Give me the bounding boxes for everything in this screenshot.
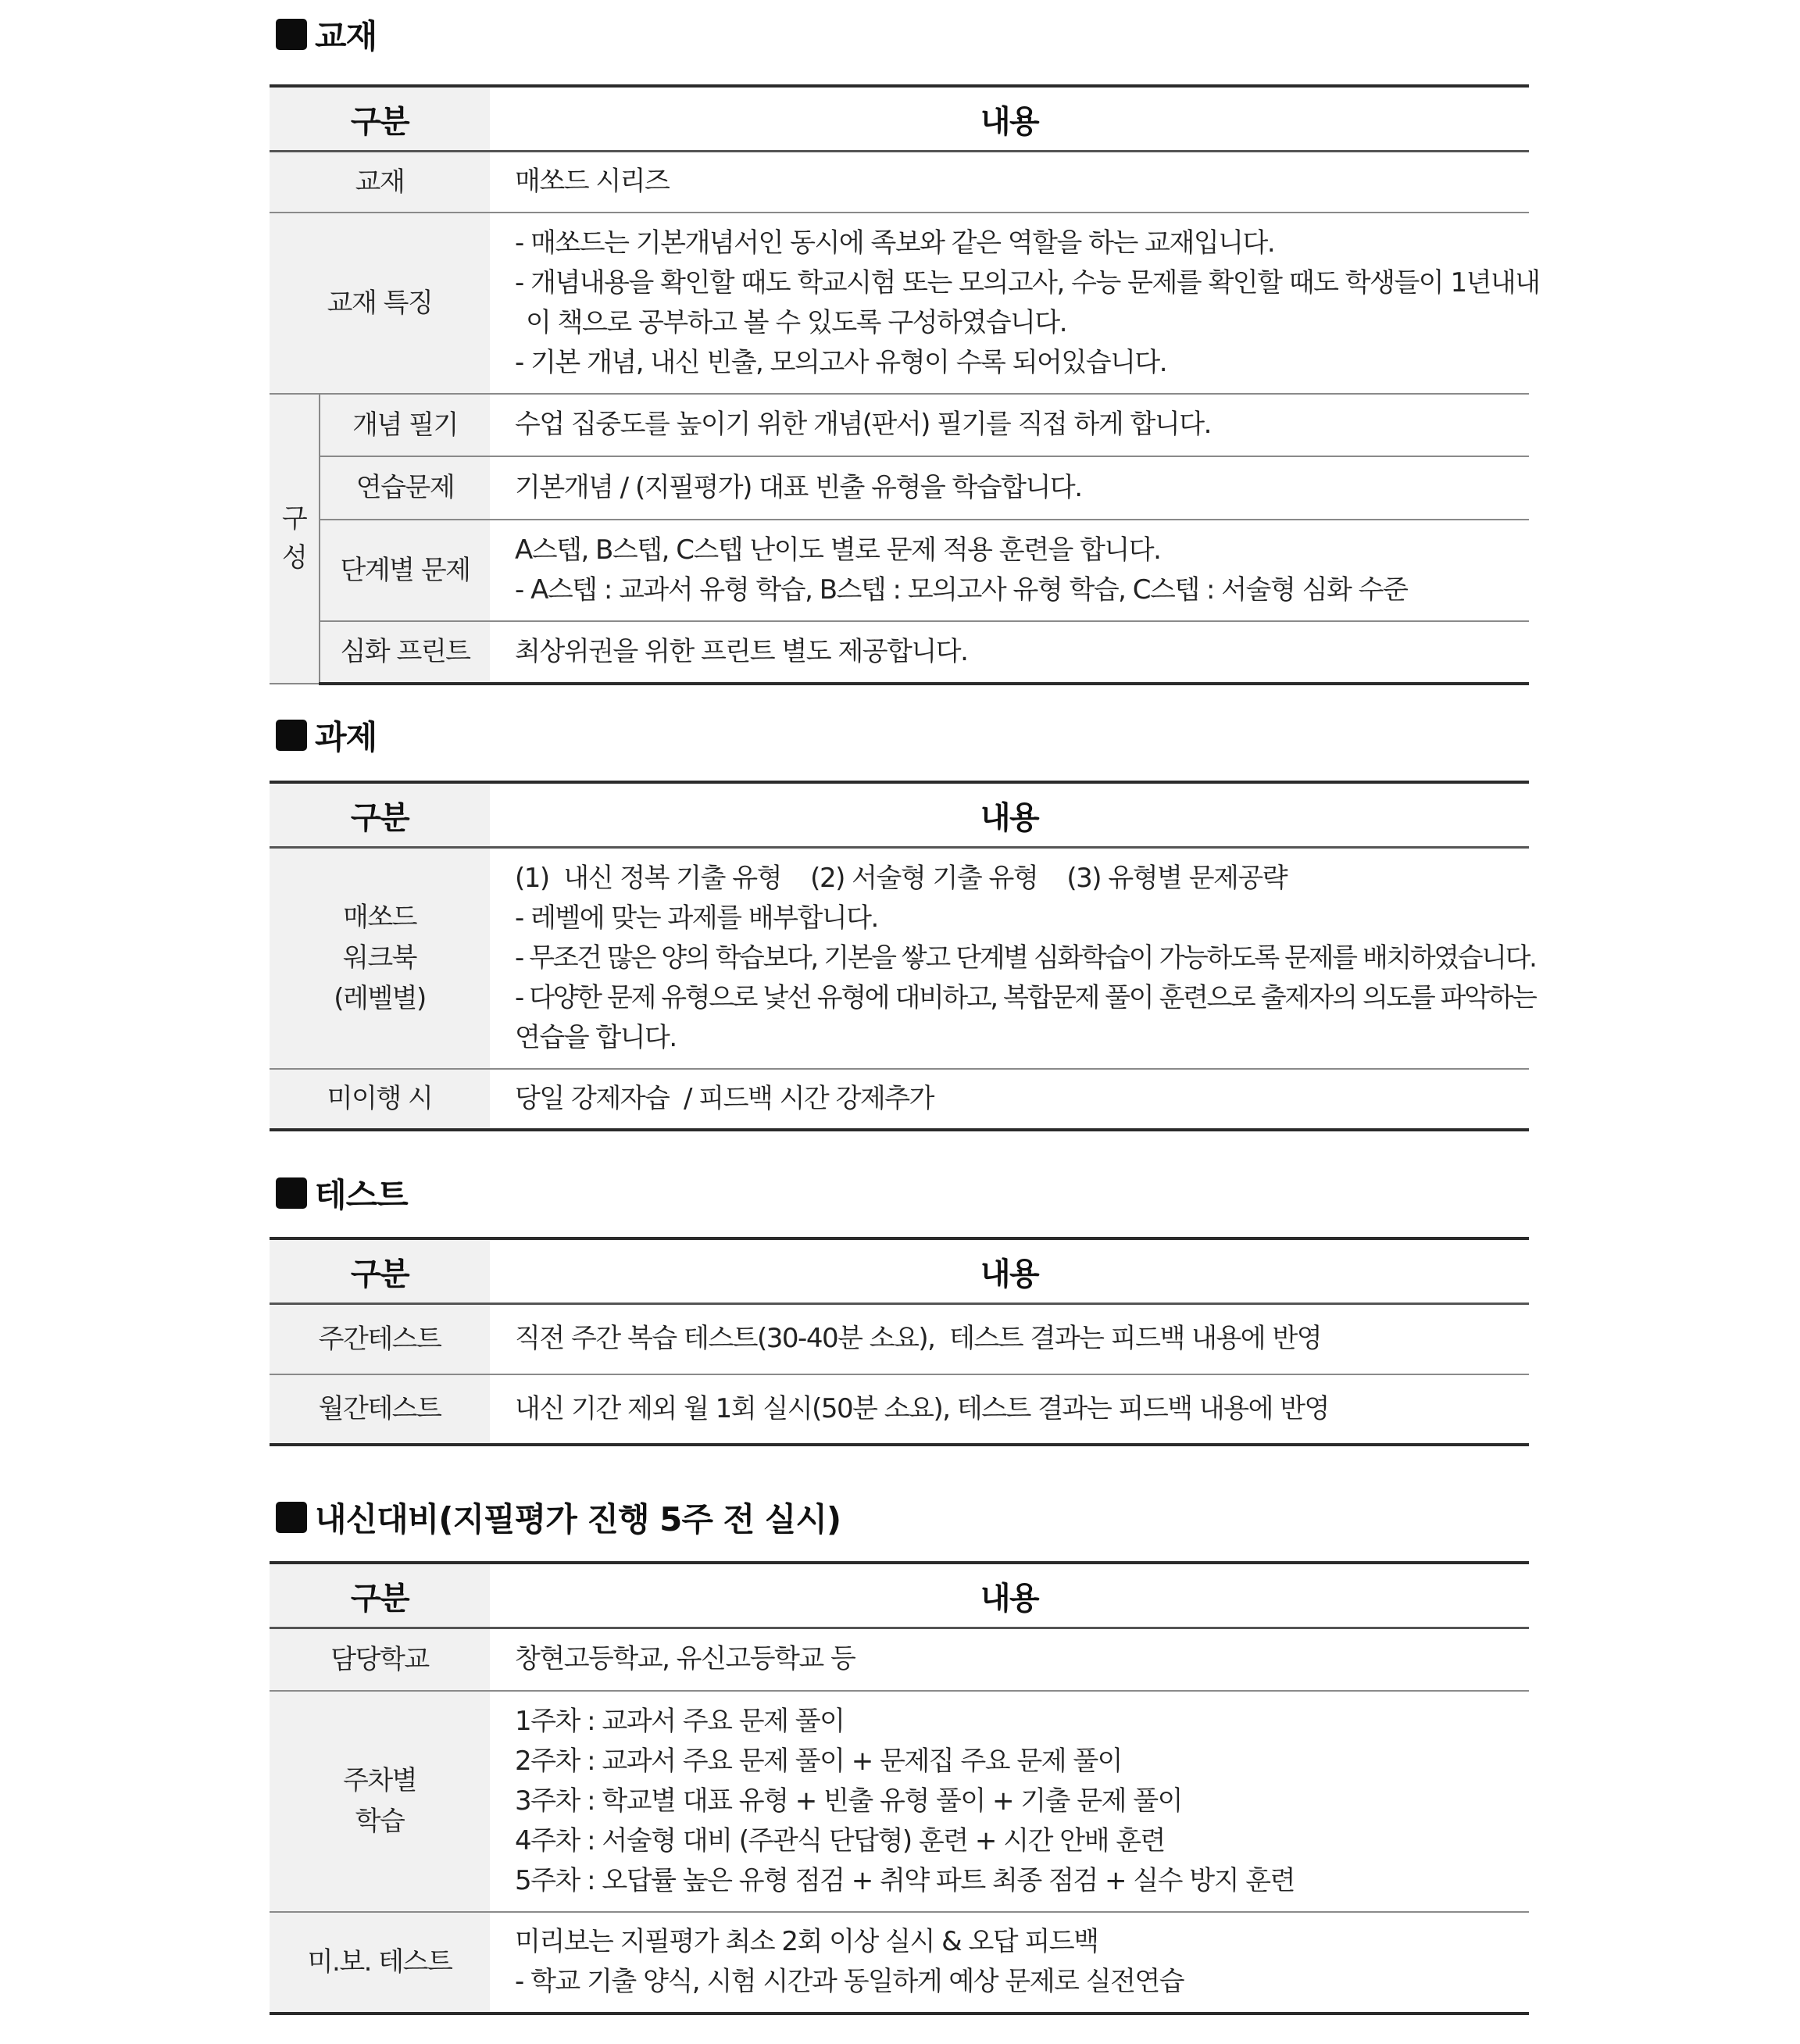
row-label: 교재 (270, 152, 490, 213)
section-title (270, 6, 1529, 63)
header-content: 내용 (490, 86, 1529, 152)
content-line: 직전 주간 복습 테스트(30-40분 소요), 테스트 결과는 피드백 내용에 반영 (515, 1323, 1322, 1355)
header-row (270, 1563, 1529, 1628)
row-label (270, 1069, 490, 1130)
content-line: 창현고등학교, 유신고등학교 등 (515, 1643, 855, 1675)
table-row (270, 1374, 1529, 1445)
header-row (270, 1238, 1529, 1304)
content-line: 4주차 : 서술형 대비 (주관식 단답형) 훈련 + 시간 안배 훈련 (515, 1824, 1165, 1856)
table-row (270, 848, 1529, 1069)
group-label (270, 394, 320, 684)
content-line: 2주차 : 교과서 주요 문제 풀이 + 문제집 주요 문제 풀이 (515, 1745, 1123, 1777)
square-bullet-icon (276, 19, 307, 50)
content-line: - 기본 개념, 내신 빈출, 모의고사 유형이 수록 되어있습니다. (515, 346, 1167, 378)
test-table (270, 1237, 1529, 1446)
section-title-text: 테스트 (315, 1176, 408, 1214)
content-line: 수업 집중도를 높이기 위한 개념(판서) 필기를 직접 하게 합니다. (515, 409, 1211, 440)
content-line: 이 책으로 공부하고 볼 수 있도록 구성하였습니다. (526, 306, 1067, 338)
row-content (490, 1628, 1529, 1691)
content-line: 내신 기간 제외 월 1회 실시(50분 소요), 테스트 결과는 피드백 내용에 반영 (515, 1392, 1329, 1424)
row-label-line: 미.보. 테스트 (307, 1946, 452, 1978)
row-label-line: 주차별 (342, 1765, 417, 1796)
header-row (270, 782, 1529, 848)
row-content (490, 213, 1540, 394)
content-line: 미리보는 지필평가 최소 2회 이상 실시 & 오답 피드백 (515, 1926, 1098, 1957)
table-row (270, 1628, 1529, 1691)
table-row (270, 621, 1529, 684)
row-content (490, 1304, 1529, 1374)
row-content (490, 1912, 1529, 2014)
header-label: 구분 (270, 1563, 490, 1628)
textbook-table (270, 84, 1540, 685)
section-textbook (270, 6, 1540, 685)
table-row (270, 1912, 1529, 2014)
section-title-text: 내신대비(지필평가 진행 5주 전 실시) (315, 1500, 841, 1538)
row-label-line: 매쏘드 (342, 902, 417, 934)
table-row (270, 456, 1529, 520)
content-line: 최상위권을 위한 프린트 별도 제공합니다. (515, 635, 968, 667)
content-line: 연습을 합니다. (515, 1021, 677, 1053)
square-bullet-icon (276, 720, 307, 751)
row-label: 심화 프린트 (320, 621, 490, 684)
table-row (270, 213, 1529, 394)
content-line: - 매쏘드는 기본개념서인 동시에 족보와 같은 역할을 하는 교재입니다. (515, 227, 1275, 259)
row-content (490, 1374, 1529, 1445)
row-content (490, 394, 1529, 456)
table-row (270, 1691, 1529, 1912)
header-label: 구분 (270, 1238, 490, 1304)
row-label: 연습문제 (320, 456, 490, 520)
content-line: - 다양한 문제 유형으로 낯선 유형에 대비하고, 복합문제 풀이 훈련으로 출제자의 의도를 파악하는 (515, 981, 1536, 1013)
content-line: 매쏘드 시리즈 (515, 166, 670, 198)
row-label-line: 담당학교 (330, 1643, 429, 1675)
row-label (270, 848, 490, 1069)
row-label: 개념 필기 (320, 394, 490, 456)
table-row (270, 1304, 1529, 1374)
row-content (490, 456, 1529, 520)
table-row (270, 520, 1529, 621)
section-homework (270, 707, 1536, 1131)
content-line: - A스텝 : 교과서 유형 학습, B스텝 : 모의고사 유형 학습, C스텝 : 서술형 심화 수준 (515, 574, 1408, 606)
section-title (270, 707, 1529, 763)
content-line: 1주차 : 교과서 주요 문제 풀이 (515, 1705, 845, 1737)
homework-table (270, 781, 1536, 1131)
header-label: 구분 (270, 86, 490, 152)
row-label: 월간테스트 (270, 1374, 490, 1445)
section-title (270, 1489, 1529, 1546)
section-title-text: 과제 (315, 718, 377, 756)
row-label-line: 워크북 (342, 942, 417, 974)
row-label (270, 1628, 490, 1691)
content-line: 당일 강제자습 / 피드백 시간 강제추가 (515, 1082, 934, 1114)
row-content (490, 520, 1529, 621)
row-label: 교재 특징 (270, 213, 490, 394)
table-row (270, 1069, 1529, 1130)
section-title (270, 1165, 1529, 1221)
row-content (490, 1691, 1529, 1912)
row-content (490, 1069, 1529, 1130)
content-line: - 개념내용을 확인할 때도 학교시험 또는 모의고사, 수능 문제를 확인할 때도 학생들이 1년내내 (515, 266, 1540, 298)
section-title-text: 교재 (315, 17, 377, 55)
square-bullet-icon (276, 1177, 307, 1209)
content-line: 5주차 : 오답률 높은 유형 점검 + 취약 파트 최종 점검 + 실수 방지 훈련 (515, 1864, 1295, 1896)
row-label-line: 미이행 시 (327, 1083, 433, 1114)
header-content: 내용 (490, 1563, 1529, 1628)
header-row (270, 86, 1529, 152)
square-bullet-icon (276, 1502, 307, 1533)
row-label (270, 1912, 490, 2014)
content-line: - 무조건 많은 양의 학습보다, 기본을 쌓고 단계별 심화학습이 가능하도록 문제를 배치하였습니다. (515, 942, 1536, 974)
table-row (270, 152, 1529, 213)
row-content (490, 848, 1536, 1069)
row-content (490, 621, 1529, 684)
row-label-line: 학습 (355, 1806, 405, 1837)
section-test (270, 1165, 1529, 1446)
content-line: - 레벨에 맞는 과제를 배부합니다. (515, 902, 878, 934)
header-label: 구분 (270, 782, 490, 848)
header-content: 내용 (490, 1238, 1529, 1304)
table-row (270, 394, 1529, 456)
content-line: A스텝, B스텝, C스텝 난이도 별로 문제 적용 훈련을 합니다. (515, 534, 1161, 566)
row-label: 주간테스트 (270, 1304, 490, 1374)
row-label: 단계별 문제 (320, 520, 490, 621)
row-label-line: (레벨별) (334, 983, 426, 1015)
group-label-text: 구성 (281, 503, 307, 574)
row-label (270, 1691, 490, 1912)
section-exam-prep (270, 1489, 1529, 2015)
content-line: 기본개념 / (지필평가) 대표 빈출 유형을 학습합니다. (515, 471, 1082, 503)
content-line: - 학교 기출 양식, 시험 시간과 동일하게 예상 문제로 실전연습 (515, 1966, 1184, 1997)
row-content (490, 152, 1529, 213)
content-line: 3주차 : 학교별 대표 유형 + 빈출 유형 풀이 + 기출 문제 풀이 (515, 1785, 1182, 1817)
exam-prep-table (270, 1561, 1529, 2015)
header-content: 내용 (490, 782, 1529, 848)
content-line: (1) 내신 정복 기출 유형 (2) 서술형 기출 유형 (3) 유형별 문제공략 (515, 862, 1288, 894)
